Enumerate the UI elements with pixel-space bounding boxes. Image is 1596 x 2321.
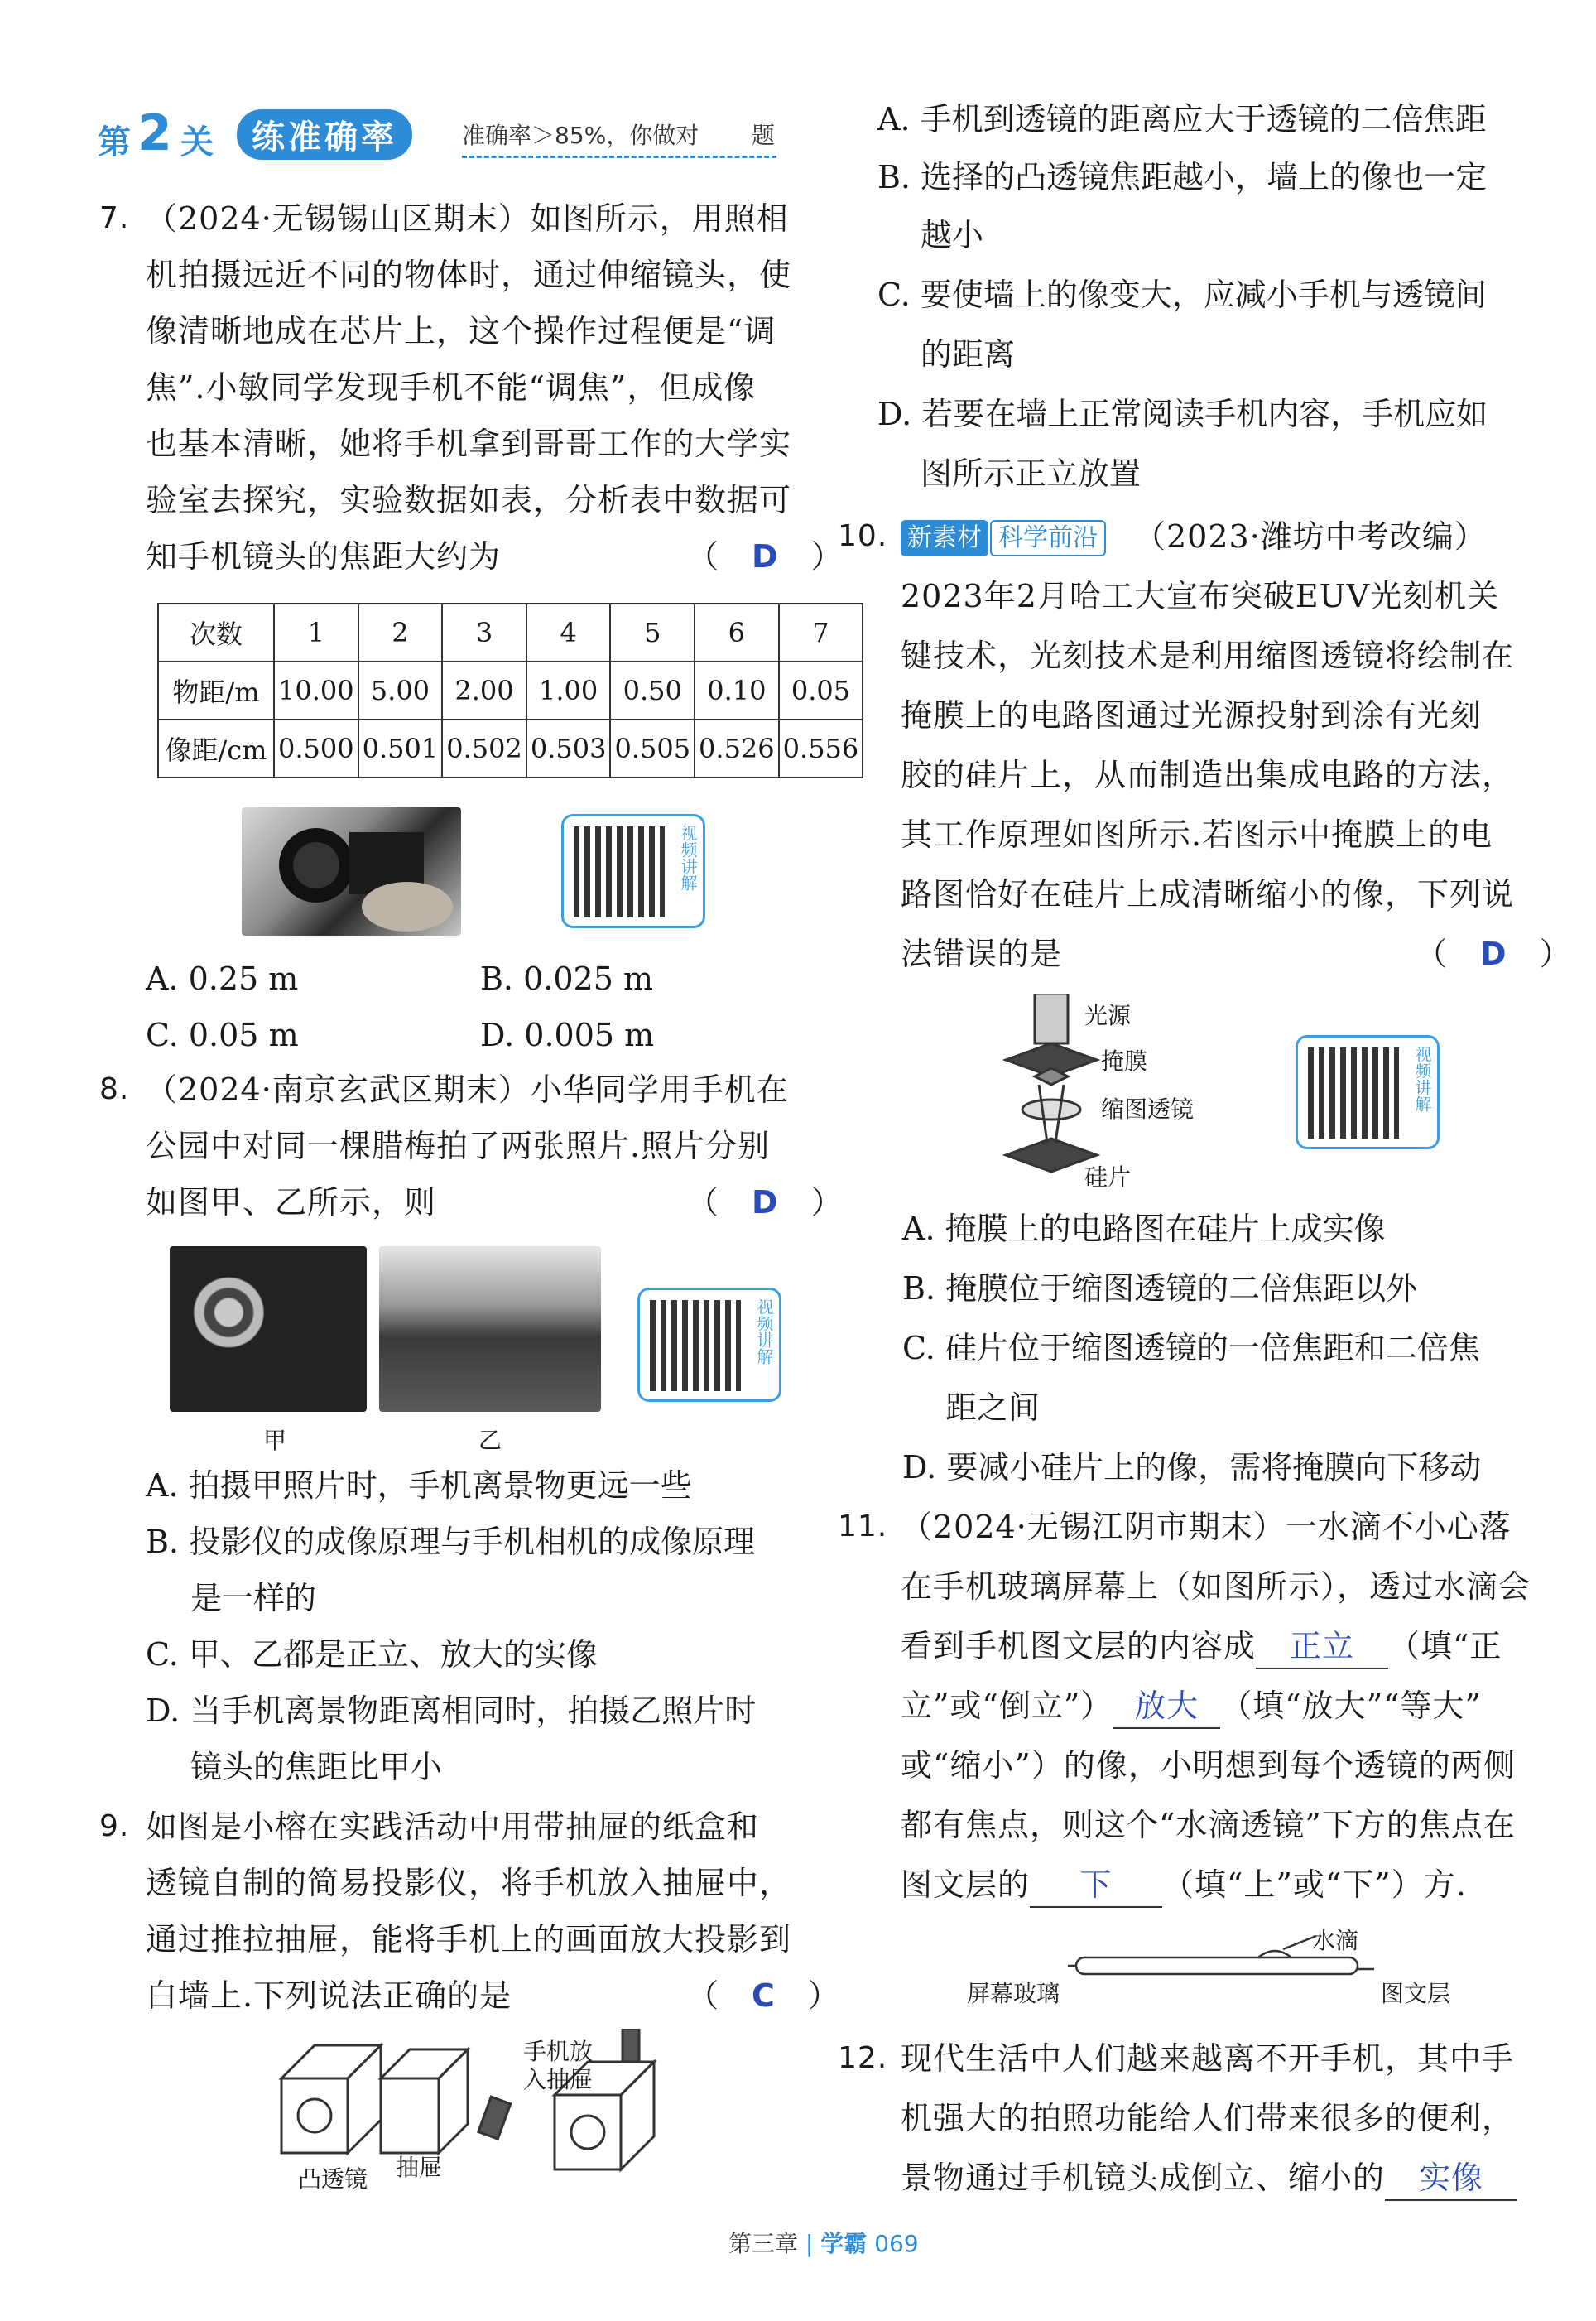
- table-cell: 像距/cm: [158, 720, 274, 778]
- table-cell: 物距/m: [158, 662, 274, 720]
- qr-label: 视频讲解: [754, 1298, 774, 1365]
- q10-line: 法错误的是: [901, 936, 1063, 972]
- qr-code-q10[interactable]: [1296, 1035, 1440, 1149]
- footer-page: 069: [874, 2230, 919, 2257]
- table-cell: 0.50: [610, 662, 695, 720]
- q10-line: 2023年2月哈工大宣布突破EUV光刻机关: [901, 578, 1500, 614]
- q9-number: 9.: [99, 1809, 130, 1843]
- qr-code-q7[interactable]: [561, 814, 705, 928]
- q10-line: 掩膜上的电路图通过光源投射到涂有光刻: [901, 697, 1483, 734]
- q12-blank-1[interactable]: 实像: [1385, 2156, 1517, 2201]
- q9-option-b-cont: 越小: [921, 217, 984, 253]
- q11-line: 在手机玻璃屏幕上（如图所示），透过水滴会: [901, 1568, 1531, 1605]
- q7-answer-bracket: （ D ）: [687, 538, 844, 575]
- q12-line: 现代生活中人们越来越离不开手机，其中手: [901, 2040, 1515, 2077]
- q8-line: 如图甲、乙所示，则: [146, 1184, 437, 1221]
- footer-chapter: 第三章: [728, 2230, 799, 2257]
- label-screen-glass: 屏幕玻璃: [967, 1980, 1060, 2007]
- q9-answer: C: [752, 1977, 776, 2014]
- table-cell: 0.10: [695, 662, 779, 720]
- q11-line-3: [901, 1625, 1502, 1669]
- q12-text: 景物通过手机镜头成倒立、缩小的: [901, 2160, 1386, 2196]
- q9-option-d: D. 若要在墙上正常阅读手机内容，手机应如: [877, 396, 1488, 432]
- table-cell: 0.526: [695, 720, 779, 778]
- q11-text: 图文层的: [901, 1866, 1031, 1903]
- q7-line: 验室去探究，实验数据如表，分析表中数据可: [146, 482, 792, 518]
- q11-blank-1[interactable]: 正立: [1256, 1625, 1388, 1669]
- q7-option-b: B. 0.025 m: [480, 961, 653, 997]
- q7-line: 像清晰地成在芯片上，这个操作过程便是“调: [146, 313, 776, 349]
- table-cell: 7: [779, 604, 863, 662]
- q7-option-a: A. 0.25 m: [146, 961, 299, 997]
- q10-source: （2023·潍坊中考改编）: [1134, 518, 1487, 555]
- label-wafer: 硅片: [1084, 1163, 1132, 1191]
- q9-line: 如图是小榕在实践活动中用带抽屉的纸盒和: [146, 1808, 760, 1845]
- label-drawer: 抽屉: [396, 2154, 443, 2181]
- table-cell: 0.505: [610, 720, 695, 778]
- q7-number: 7.: [99, 201, 130, 235]
- q11-line: 都有焦点，则这个“水滴透镜”下方的焦点在: [901, 1807, 1516, 1843]
- table-cell: 3: [442, 604, 526, 662]
- q11-line: （2024·无锡江阴市期末）一水滴不小心落: [901, 1509, 1512, 1545]
- table-row: [158, 720, 863, 778]
- label-light-source: 光源: [1084, 1002, 1132, 1029]
- q11-text: （填“上”或“下”）方.: [1162, 1866, 1467, 1903]
- qr-label: 视频讲解: [678, 825, 698, 891]
- level-prefix: 第: [98, 123, 131, 161]
- q11-text: （填“放大”“等大”: [1220, 1688, 1482, 1724]
- table-cell: 0.05: [779, 662, 863, 720]
- q10-option-b: B. 掩膜位于缩图透镜的二倍焦距以外: [902, 1270, 1418, 1307]
- q8-line: （2024·南京玄武区期末）小华同学用手机在: [146, 1071, 789, 1108]
- q9-option-a: A. 手机到透镜的距离应大于透镜的二倍焦距: [877, 101, 1487, 137]
- q10-line: 键技术，光刻技术是利用缩图透镜将绘制在: [901, 638, 1515, 674]
- q10-line: 胶的硅片上，从而制造出集成电路的方法，: [901, 757, 1515, 793]
- footer-divider: |: [805, 2230, 814, 2257]
- qr-code-q8[interactable]: [637, 1288, 781, 1402]
- label-convex-lens: 凸透镜: [298, 2165, 368, 2193]
- label-phone-in: 手机放: [523, 2038, 594, 2065]
- q12-line: 机强大的拍照功能给人们带来很多的便利，: [901, 2100, 1515, 2136]
- q9-option-c: C. 要使墙上的像变大，应减小手机与透镜间: [877, 277, 1487, 313]
- table-cell: 2: [358, 604, 443, 662]
- q7-line: 机拍摄远近不同的物体时，通过伸缩镜头，使: [146, 257, 792, 293]
- q7-answer: D: [752, 538, 779, 575]
- label-water-drop: 水滴: [1312, 1927, 1359, 1954]
- qr-pattern: [650, 1300, 741, 1391]
- q7-data-table: [157, 603, 863, 778]
- table-cell: 4: [526, 604, 611, 662]
- label-reduction-lens: 缩图透镜: [1101, 1095, 1195, 1123]
- table-cell: 次数: [158, 604, 274, 662]
- table-cell: 10.00: [274, 662, 358, 720]
- q9-line: 白墙上.下列说法正确的是: [146, 1977, 512, 2014]
- q9-answer-bracket: （ C ）: [687, 1977, 840, 2014]
- q8-answer: D: [752, 1184, 779, 1221]
- q10-option-c-cont: 距之间: [945, 1389, 1041, 1426]
- table-cell: 0.556: [779, 720, 863, 778]
- q7-line: 知手机镜头的焦距大约为: [146, 538, 502, 575]
- label-graphic-layer: 图文层: [1381, 1980, 1451, 2007]
- section-title: 练准确率: [237, 109, 412, 160]
- header: [98, 106, 785, 164]
- q7-option-c: C. 0.05 m: [146, 1017, 299, 1053]
- table-cell: 6: [695, 604, 779, 662]
- q9-line: 通过推拉抽屉，能将手机上的画面放大投影到: [146, 1921, 792, 1957]
- camera-illustration: [242, 807, 461, 936]
- table-cell: 1.00: [526, 662, 611, 720]
- q8-answer-bracket: （ D ）: [687, 1184, 844, 1221]
- q10-line: 路图恰好在硅片上成清晰缩小的像，下列说: [901, 876, 1515, 913]
- q11-blank-3[interactable]: 下: [1030, 1863, 1162, 1908]
- q9-option-c-cont: 的距离: [921, 336, 1016, 373]
- q11-text: （填“正: [1388, 1628, 1502, 1664]
- q9-line: 透镜自制的简易投影仪，将手机放入抽屉中，: [146, 1865, 792, 1901]
- table-cell: 0.502: [442, 720, 526, 778]
- q8-option-c: C. 甲、乙都是正立、放大的实像: [146, 1636, 598, 1673]
- q9-option-d-cont: 图所示正立放置: [921, 455, 1142, 492]
- level-num: 2: [137, 104, 172, 162]
- q10-line: 其工作原理如图所示.若图示中掩膜上的电: [901, 816, 1493, 853]
- caption-jia: 甲: [263, 1427, 287, 1454]
- q10-option-c: C. 硅片位于缩图透镜的一倍焦距和二倍焦: [902, 1330, 1480, 1366]
- q7-line: （2024·无锡锡山区期末）如图所示，用照相: [146, 200, 789, 237]
- q8-option-d: D. 当手机离景物距离相同时，拍摄乙照片时: [146, 1693, 757, 1729]
- table-cell: 0.501: [358, 720, 443, 778]
- q11-text: 看到手机图文层的内容成: [901, 1628, 1257, 1664]
- qr-pattern: [1308, 1047, 1399, 1139]
- table-cell: 5: [610, 604, 695, 662]
- q8-line: 公园中对同一棵腊梅拍了两张照片.照片分别: [146, 1128, 771, 1164]
- q7-option-d: D. 0.005 m: [480, 1017, 655, 1053]
- photo-yi: [379, 1246, 601, 1412]
- caption-yi: 乙: [478, 1427, 502, 1454]
- q11-number: 11.: [838, 1510, 888, 1543]
- footer-brand: 学霸: [820, 2230, 868, 2257]
- q10-answer: D: [1480, 936, 1507, 972]
- table-row: [158, 604, 863, 662]
- camera-photo: [242, 807, 461, 936]
- q8-option-b-cont: 是一样的: [190, 1580, 317, 1616]
- q10-tag-new: 新素材: [901, 520, 988, 556]
- q10-option-d: D. 要减小硅片上的像，需将掩膜向下移动: [902, 1449, 1482, 1486]
- q10-answer-bracket: （ D ）: [1416, 936, 1572, 972]
- q10-tag-science: 科学前沿: [990, 520, 1106, 556]
- label-phone-in-2: 入抽屉: [523, 2066, 594, 2093]
- accuracy-text: 准确率＞85%，你做对: [462, 122, 699, 149]
- q11-blank-2[interactable]: 放大: [1113, 1684, 1220, 1729]
- q9-option-b: B. 选择的凸透镜焦距越小，墙上的像也一定: [877, 159, 1488, 195]
- table-cell: 0.503: [526, 720, 611, 778]
- q11-line: 或“缩小”）的像，小明想到每个透镜的两侧: [901, 1747, 1516, 1784]
- q12-number: 12.: [838, 2041, 888, 2075]
- q8-option-a: A. 拍摄甲照片时，手机离景物更远一些: [146, 1467, 692, 1504]
- level-suffix: 关: [180, 123, 214, 161]
- qr-label: 视频讲解: [1412, 1046, 1432, 1112]
- table-cell: 1: [274, 604, 358, 662]
- q8-number: 8.: [99, 1072, 130, 1106]
- q12-line-3: [901, 2156, 1517, 2201]
- table-row: [158, 662, 863, 720]
- q8-option-d-cont: 镜头的焦距比甲小: [190, 1749, 443, 1785]
- q11-text: 立”或“倒立”）: [901, 1688, 1113, 1724]
- q10-option-a: A. 掩膜上的电路图在硅片上成实像: [902, 1211, 1386, 1247]
- q10-number: 10.: [838, 519, 888, 553]
- table-cell: 2.00: [442, 662, 526, 720]
- footer: [728, 2226, 977, 2259]
- table-cell: 0.500: [274, 720, 358, 778]
- q11-line-7: [901, 1863, 1467, 1908]
- q11-line-4: [901, 1684, 1482, 1729]
- table-cell: 5.00: [358, 662, 443, 720]
- label-mask: 掩膜: [1101, 1047, 1148, 1075]
- q7-line: 焦”.小敏同学发现手机不能“调焦”，但成像: [146, 369, 757, 406]
- header-underline: [462, 156, 776, 158]
- qr-pattern: [574, 826, 665, 917]
- q8-option-b: B. 投影仪的成像原理与手机相机的成像原理: [146, 1524, 756, 1560]
- photo-jia: [170, 1246, 367, 1412]
- q7-line: 也基本清晰，她将手机拿到哥哥工作的大学实: [146, 426, 792, 462]
- accuracy-tail: 题: [752, 122, 776, 149]
